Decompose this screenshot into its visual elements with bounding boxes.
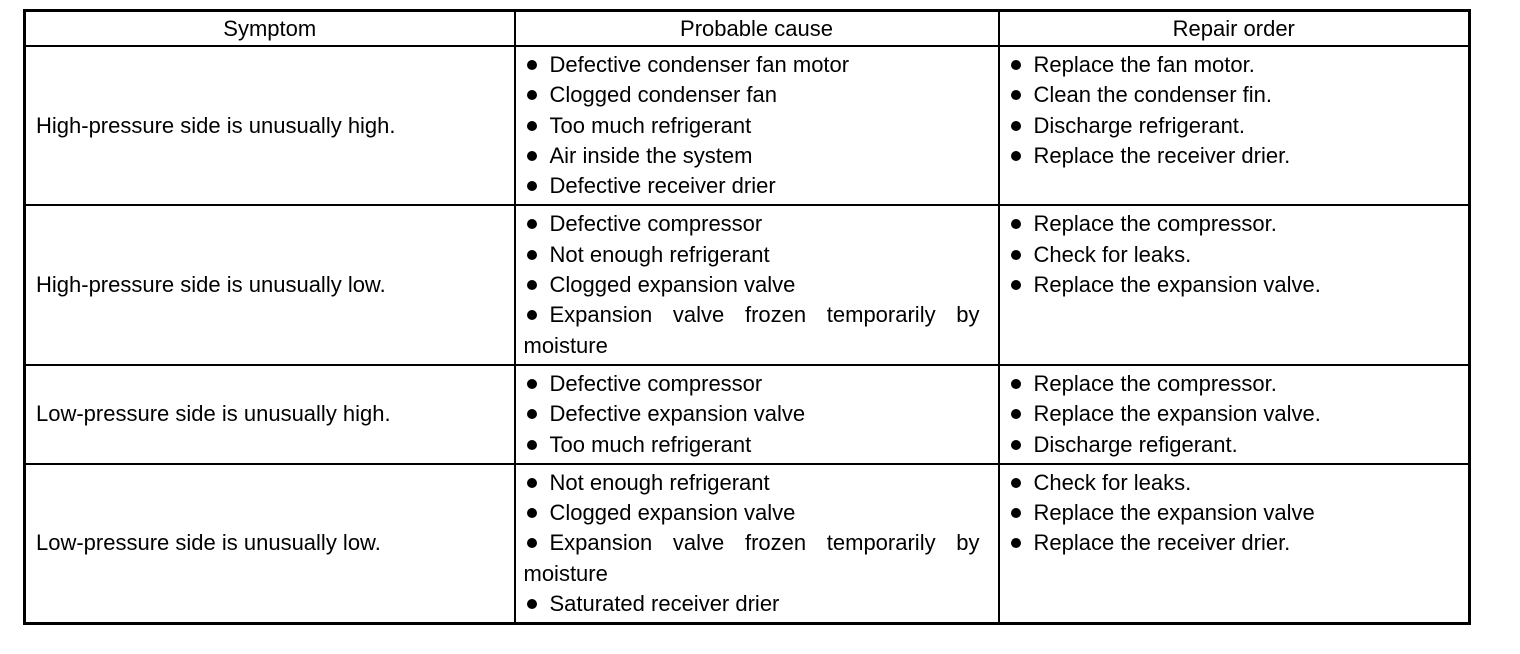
bullet-dot-icon bbox=[527, 280, 537, 290]
list-item bbox=[524, 270, 998, 300]
list-item-text: Discharge refrigerant. bbox=[1033, 112, 1246, 138]
bullet-dot-icon bbox=[1011, 379, 1021, 389]
list-item bbox=[524, 141, 998, 171]
list-item bbox=[524, 430, 998, 460]
table-body bbox=[25, 46, 1470, 624]
list-item-text: Expansion valve frozen temporarily by moisture bbox=[523, 530, 980, 586]
header-probable-cause: Probable cause bbox=[515, 11, 999, 47]
list-item-text: Saturated receiver drier bbox=[549, 591, 780, 617]
probable-cause-cell bbox=[515, 365, 999, 464]
list-item bbox=[1008, 111, 1469, 141]
list-item bbox=[524, 498, 998, 528]
list-item bbox=[524, 171, 998, 201]
probable-cause-list bbox=[524, 468, 998, 619]
list-item bbox=[1008, 141, 1469, 171]
bullet-dot-icon bbox=[1011, 440, 1021, 450]
repair-order-list bbox=[1008, 50, 1469, 171]
probable-cause-list bbox=[524, 209, 998, 360]
repair-order-cell bbox=[999, 464, 1470, 624]
header-row bbox=[25, 11, 1470, 47]
bullet-dot-icon bbox=[1011, 280, 1021, 290]
bullet-dot-icon bbox=[527, 310, 537, 320]
list-item bbox=[524, 50, 998, 80]
list-item bbox=[1008, 498, 1469, 528]
probable-cause-list bbox=[524, 369, 998, 460]
list-item bbox=[524, 111, 998, 141]
bullet-dot-icon bbox=[1011, 508, 1021, 518]
header-repair-order: Repair order bbox=[999, 11, 1470, 47]
bullet-dot-icon bbox=[527, 478, 537, 488]
list-item-text: Not enough refrigerant bbox=[549, 469, 770, 495]
list-item bbox=[1008, 528, 1469, 558]
bullet-dot-icon bbox=[1011, 151, 1021, 161]
probable-cause-list bbox=[524, 50, 998, 201]
list-item bbox=[1008, 50, 1469, 80]
table-row bbox=[25, 464, 1470, 624]
bullet-dot-icon bbox=[527, 60, 537, 70]
list-item bbox=[524, 80, 998, 110]
probable-cause-cell bbox=[515, 205, 999, 364]
list-item-text: Too much refrigerant bbox=[549, 431, 752, 457]
probable-cause-cell bbox=[515, 46, 999, 205]
list-item-text: Too much refrigerant bbox=[549, 112, 752, 138]
bullet-dot-icon bbox=[527, 90, 537, 100]
list-item-text: Defective receiver drier bbox=[549, 173, 776, 199]
list-item-text: Defective compressor bbox=[549, 211, 763, 237]
header-symptom: Symptom bbox=[25, 11, 515, 47]
repair-order-cell bbox=[999, 205, 1470, 364]
list-item-text: Replace the expansion valve. bbox=[1033, 401, 1321, 427]
bullet-dot-icon bbox=[1011, 60, 1021, 70]
bullet-dot-icon bbox=[1011, 121, 1021, 131]
list-item-text: Air inside the system bbox=[549, 142, 753, 168]
list-item bbox=[1008, 430, 1469, 460]
list-item bbox=[524, 209, 998, 239]
list-item-text: Defective condenser fan motor bbox=[549, 52, 850, 77]
probable-cause-cell bbox=[515, 464, 999, 624]
list-item-text: Replace the receiver drier. bbox=[1033, 142, 1291, 168]
list-item bbox=[524, 240, 998, 270]
list-item-text: Discharge refigerant. bbox=[1033, 431, 1238, 457]
bullet-dot-icon bbox=[527, 440, 537, 450]
list-item-text: Not enough refrigerant bbox=[549, 241, 770, 267]
list-item-text: Clean the condenser fin. bbox=[1033, 82, 1272, 108]
list-item-text: Replace the expansion valve bbox=[1033, 500, 1315, 526]
bullet-dot-icon bbox=[1011, 90, 1021, 100]
repair-order-cell bbox=[999, 365, 1470, 464]
bullet-dot-icon bbox=[527, 409, 537, 419]
bullet-dot-icon bbox=[527, 508, 537, 518]
list-item bbox=[524, 399, 998, 429]
list-item bbox=[1008, 80, 1469, 110]
repair-order-list bbox=[1008, 468, 1469, 559]
list-item-text: Clogged expansion valve bbox=[549, 500, 796, 526]
symptom-cell: Low-pressure side is unusually high. bbox=[25, 365, 515, 464]
bullet-dot-icon bbox=[527, 599, 537, 609]
list-item bbox=[1008, 468, 1469, 498]
symptom-cell: High-pressure side is unusually high. bbox=[25, 46, 515, 205]
list-item-text: Defective compressor bbox=[549, 370, 763, 396]
bullet-dot-icon bbox=[527, 121, 537, 131]
symptom-cell: Low-pressure side is unusually low. bbox=[25, 464, 515, 624]
table-header bbox=[25, 11, 1470, 47]
repair-order-cell bbox=[999, 46, 1470, 205]
list-item-text: Defective expansion valve bbox=[549, 401, 806, 427]
list-item bbox=[524, 468, 998, 498]
bullet-dot-icon bbox=[1011, 409, 1021, 419]
list-item bbox=[1008, 369, 1469, 399]
list-item-text: Clogged expansion valve bbox=[549, 272, 796, 298]
bullet-dot-icon bbox=[527, 250, 537, 260]
repair-order-list bbox=[1008, 209, 1469, 300]
list-item bbox=[1008, 209, 1469, 239]
table-row bbox=[25, 365, 1470, 464]
bullet-dot-icon bbox=[1011, 478, 1021, 488]
bullet-dot-icon bbox=[1011, 219, 1021, 229]
list-item bbox=[524, 369, 998, 399]
list-item-text: Expansion valve frozen temporarily by moisture bbox=[523, 302, 980, 358]
troubleshooting-table bbox=[23, 9, 1471, 625]
list-item-text: Clogged condenser fan bbox=[549, 82, 777, 108]
list-item bbox=[524, 528, 998, 589]
symptom-cell: High-pressure side is unusually low. bbox=[25, 205, 515, 364]
list-item bbox=[1008, 240, 1469, 270]
list-item-text: Replace the fan motor. bbox=[1033, 52, 1255, 77]
list-item-text: Check for leaks. bbox=[1033, 469, 1192, 495]
repair-order-list bbox=[1008, 369, 1469, 460]
list-item-text: Replace the compressor. bbox=[1033, 211, 1277, 237]
list-item-text: Replace the expansion valve. bbox=[1033, 272, 1321, 298]
list-item-text: Replace the compressor. bbox=[1033, 370, 1277, 396]
list-item bbox=[1008, 399, 1469, 429]
list-item-text: Check for leaks. bbox=[1033, 241, 1192, 267]
list-item bbox=[524, 300, 998, 361]
list-item bbox=[1008, 270, 1469, 300]
table-row bbox=[25, 46, 1470, 205]
bullet-dot-icon bbox=[527, 538, 537, 548]
bullet-dot-icon bbox=[527, 379, 537, 389]
list-item bbox=[524, 589, 998, 619]
bullet-dot-icon bbox=[527, 151, 537, 161]
bullet-dot-icon bbox=[1011, 250, 1021, 260]
list-item-text: Replace the receiver drier. bbox=[1033, 530, 1291, 556]
table-row bbox=[25, 205, 1470, 364]
bullet-dot-icon bbox=[1011, 538, 1021, 548]
bullet-dot-icon bbox=[527, 181, 537, 191]
bullet-dot-icon bbox=[527, 219, 537, 229]
